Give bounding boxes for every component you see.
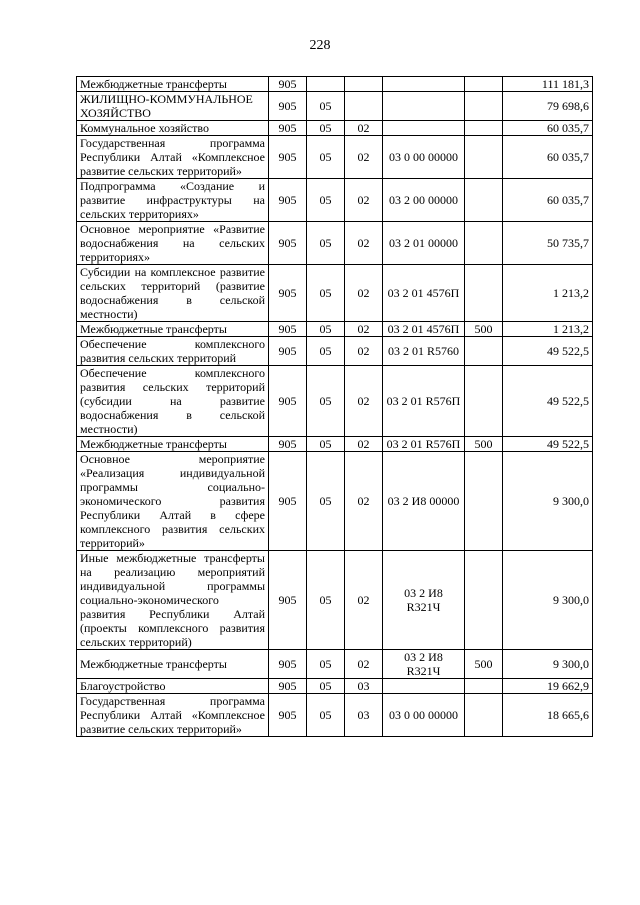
- item-name: Основное мероприятие «Реализация индивидуальной программы социально-экономического развития Республики Алтай в сфере комплексного развития сельских территорий»: [77, 452, 269, 551]
- item-name: ЖИЛИЩНО-КОММУНАЛЬНОЕ ХОЗЯЙСТВО: [77, 92, 269, 121]
- ministry-code: 905: [269, 694, 307, 737]
- subsection-code: 02: [345, 551, 383, 650]
- table-row: [77, 366, 593, 437]
- amount: 19 662,9: [503, 679, 593, 694]
- section-code: 05: [307, 121, 345, 136]
- item-name: Благоустройство: [77, 679, 269, 694]
- subsection-code: 02: [345, 265, 383, 322]
- expense-type-code: [465, 136, 503, 179]
- amount: 9 300,0: [503, 551, 593, 650]
- section-code: [307, 77, 345, 92]
- section-code: 05: [307, 437, 345, 452]
- item-name: Обеспечение комплексного развития сельских территорий: [77, 337, 269, 366]
- ministry-code: 905: [269, 92, 307, 121]
- table-row: [77, 650, 593, 679]
- ministry-code: 905: [269, 222, 307, 265]
- target-article-code: 03 2 И8 00000: [383, 452, 465, 551]
- expense-type-code: [465, 121, 503, 136]
- expense-type-code: [465, 694, 503, 737]
- amount: 60 035,7: [503, 179, 593, 222]
- target-article-code: 03 0 00 00000: [383, 136, 465, 179]
- item-name: Межбюджетные трансферты: [77, 77, 269, 92]
- expense-type-code: [465, 452, 503, 551]
- item-name: Иные межбюджетные трансферты на реализацию мероприятий индивидуальной программы социально-экономического развития Республики Алтай (проекты комплексного развития сельских территорий): [77, 551, 269, 650]
- subsection-code: 02: [345, 366, 383, 437]
- section-code: 05: [307, 136, 345, 179]
- expense-type-code: [465, 551, 503, 650]
- expense-type-code: 500: [465, 322, 503, 337]
- subsection-code: 02: [345, 222, 383, 265]
- section-code: 05: [307, 694, 345, 737]
- expense-type-code: [465, 77, 503, 92]
- section-code: 05: [307, 265, 345, 322]
- budget-table-body: [77, 77, 593, 737]
- amount: 1 213,2: [503, 265, 593, 322]
- item-name: Обеспечение комплексного развития сельских территорий (субсидии на развитие водоснабжения в сельской местности): [77, 366, 269, 437]
- expense-type-code: [465, 265, 503, 322]
- target-article-code: 03 2 01 00000: [383, 222, 465, 265]
- ministry-code: 905: [269, 77, 307, 92]
- subsection-code: 02: [345, 650, 383, 679]
- ministry-code: 905: [269, 551, 307, 650]
- subsection-code: 02: [345, 121, 383, 136]
- amount: 60 035,7: [503, 121, 593, 136]
- table-row: [77, 679, 593, 694]
- ministry-code: 905: [269, 679, 307, 694]
- section-code: 05: [307, 322, 345, 337]
- subsection-code: 02: [345, 337, 383, 366]
- table-row: [77, 694, 593, 737]
- expense-type-code: [465, 92, 503, 121]
- item-name: Межбюджетные трансферты: [77, 322, 269, 337]
- ministry-code: 905: [269, 322, 307, 337]
- expense-type-code: 500: [465, 650, 503, 679]
- ministry-code: 905: [269, 265, 307, 322]
- subsection-code: 03: [345, 679, 383, 694]
- amount: 9 300,0: [503, 650, 593, 679]
- table-row: [77, 121, 593, 136]
- target-article-code: 03 2 И8 R321Ч: [383, 650, 465, 679]
- ministry-code: 905: [269, 452, 307, 551]
- section-code: 05: [307, 179, 345, 222]
- expense-type-code: [465, 179, 503, 222]
- item-name: Субсидии на комплексное развитие сельских территорий (развитие водоснабжения в сельской местности): [77, 265, 269, 322]
- section-code: 05: [307, 366, 345, 437]
- ministry-code: 905: [269, 437, 307, 452]
- subsection-code: [345, 92, 383, 121]
- subsection-code: 02: [345, 136, 383, 179]
- item-name: Подпрограмма «Создание и развитие инфраструктуры на сельских территориях»: [77, 179, 269, 222]
- amount: 111 181,3: [503, 77, 593, 92]
- item-name: Межбюджетные трансферты: [77, 650, 269, 679]
- target-article-code: 03 2 И8 R321Ч: [383, 551, 465, 650]
- expense-type-code: 500: [465, 437, 503, 452]
- ministry-code: 905: [269, 366, 307, 437]
- amount: 9 300,0: [503, 452, 593, 551]
- budget-table: [76, 76, 593, 737]
- target-article-code: [383, 77, 465, 92]
- target-article-code: [383, 121, 465, 136]
- subsection-code: 02: [345, 452, 383, 551]
- section-code: 05: [307, 679, 345, 694]
- section-code: 05: [307, 650, 345, 679]
- subsection-code: 03: [345, 694, 383, 737]
- target-article-code: [383, 679, 465, 694]
- subsection-code: 02: [345, 437, 383, 452]
- table-row: [77, 337, 593, 366]
- ministry-code: 905: [269, 337, 307, 366]
- table-row: [77, 77, 593, 92]
- expense-type-code: [465, 222, 503, 265]
- amount: 60 035,7: [503, 136, 593, 179]
- subsection-code: 02: [345, 179, 383, 222]
- amount: 79 698,6: [503, 92, 593, 121]
- table-row: [77, 452, 593, 551]
- expense-type-code: [465, 337, 503, 366]
- item-name: Государственная программа Республики Алтай «Комплексное развитие сельских территорий»: [77, 694, 269, 737]
- amount: 49 522,5: [503, 337, 593, 366]
- section-code: 05: [307, 452, 345, 551]
- target-article-code: 03 0 00 00000: [383, 694, 465, 737]
- ministry-code: 905: [269, 121, 307, 136]
- amount: 49 522,5: [503, 437, 593, 452]
- table-row: [77, 265, 593, 322]
- page-number: 228: [309, 38, 331, 53]
- amount: 18 665,6: [503, 694, 593, 737]
- expense-type-code: [465, 679, 503, 694]
- item-name: Межбюджетные трансферты: [77, 437, 269, 452]
- amount: 49 522,5: [503, 366, 593, 437]
- table-row: [77, 222, 593, 265]
- table-row: [77, 437, 593, 452]
- table-row: [77, 92, 593, 121]
- expense-type-code: [465, 366, 503, 437]
- target-article-code: 03 2 01 R576П: [383, 366, 465, 437]
- subsection-code: [345, 77, 383, 92]
- target-article-code: 03 2 01 R576П: [383, 437, 465, 452]
- table-row: [77, 136, 593, 179]
- section-code: 05: [307, 92, 345, 121]
- amount: 50 735,7: [503, 222, 593, 265]
- target-article-code: 03 2 01 4576П: [383, 322, 465, 337]
- ministry-code: 905: [269, 650, 307, 679]
- target-article-code: 03 2 01 R5760: [383, 337, 465, 366]
- table-row: [77, 551, 593, 650]
- target-article-code: 03 2 00 00000: [383, 179, 465, 222]
- item-name: Государственная программа Республики Алтай «Комплексное развитие сельских территорий»: [77, 136, 269, 179]
- table-row: [77, 322, 593, 337]
- ministry-code: 905: [269, 179, 307, 222]
- ministry-code: 905: [269, 136, 307, 179]
- target-article-code: 03 2 01 4576П: [383, 265, 465, 322]
- section-code: 05: [307, 337, 345, 366]
- item-name: Основное мероприятие «Развитие водоснабжения на сельских территориях»: [77, 222, 269, 265]
- amount: 1 213,2: [503, 322, 593, 337]
- table-row: [77, 179, 593, 222]
- target-article-code: [383, 92, 465, 121]
- section-code: 05: [307, 551, 345, 650]
- section-code: 05: [307, 222, 345, 265]
- item-name: Коммунальное хозяйство: [77, 121, 269, 136]
- subsection-code: 02: [345, 322, 383, 337]
